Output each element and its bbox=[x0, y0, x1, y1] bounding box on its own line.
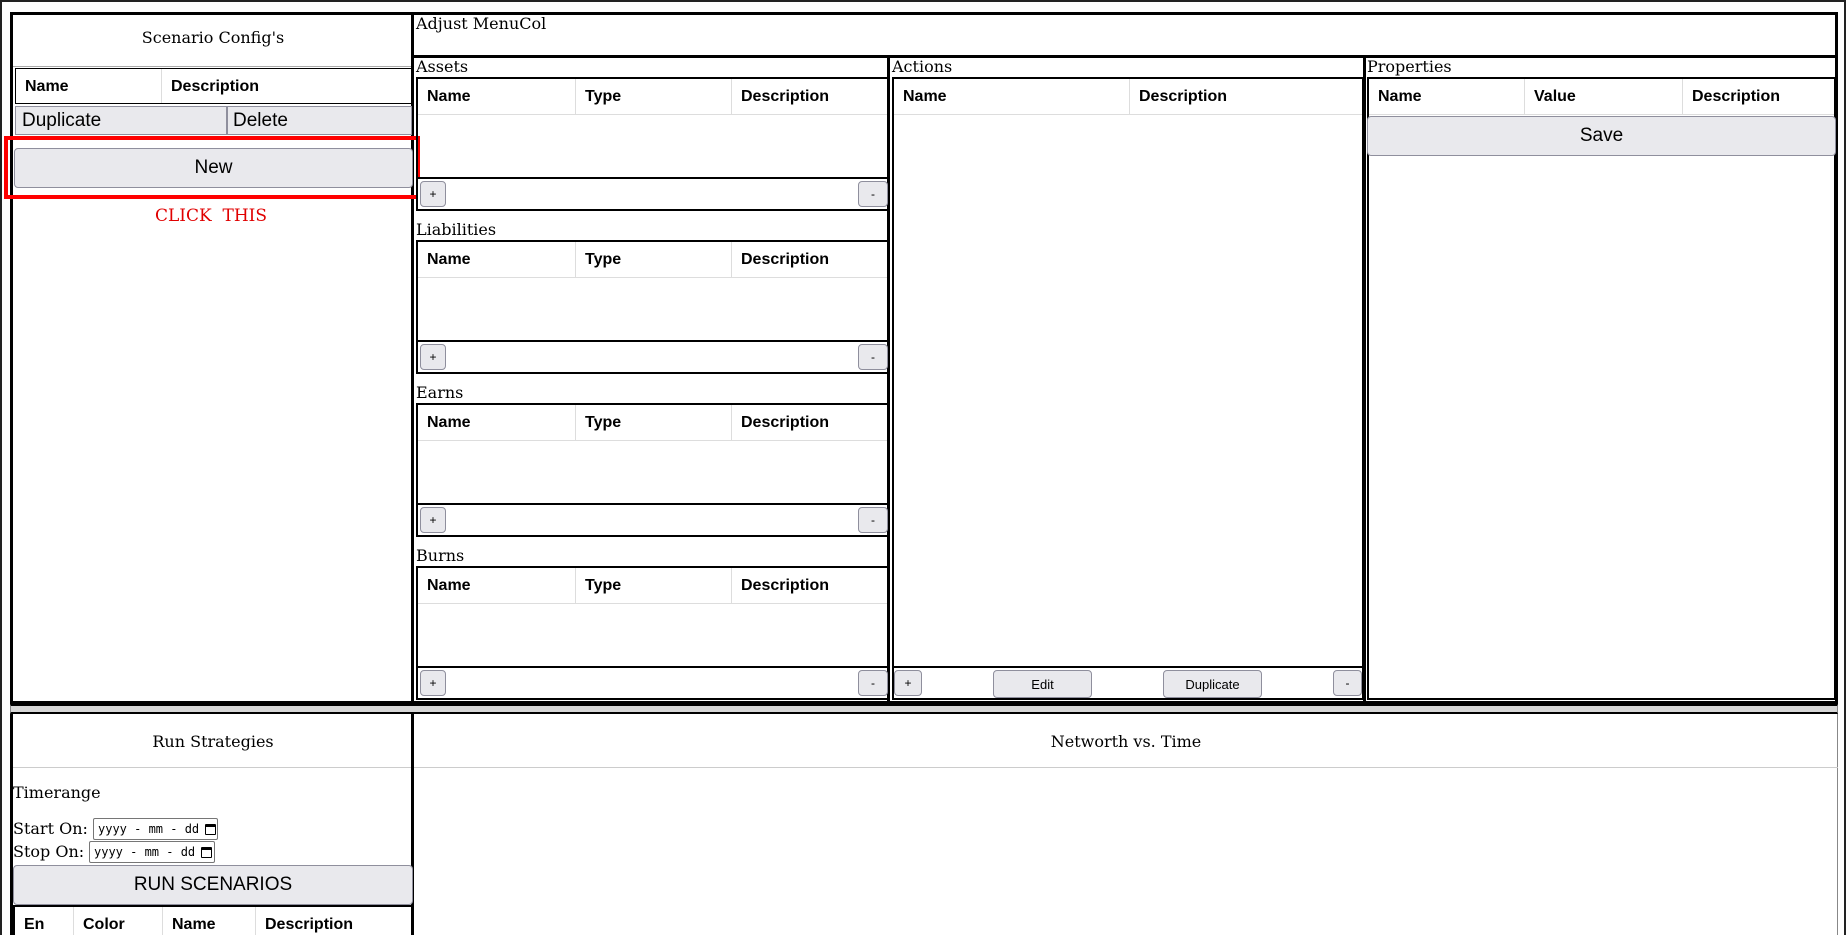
burns-table-header bbox=[418, 568, 887, 604]
col-name: Name bbox=[427, 251, 471, 268]
col-name: Name bbox=[903, 88, 947, 105]
timerange-label: Timerange bbox=[13, 783, 101, 802]
burns-remove-button[interactable]: - bbox=[858, 670, 888, 696]
stop-date-placeholder: yyyy - mm - dd bbox=[94, 845, 196, 859]
assets-remove-button[interactable]: - bbox=[858, 181, 888, 207]
col-type: Type bbox=[575, 405, 731, 440]
run-title: Run Strategies bbox=[152, 732, 274, 751]
panel-splitter[interactable] bbox=[10, 704, 1838, 714]
earns-toolbar bbox=[416, 503, 889, 537]
actions-toolbar bbox=[892, 666, 1364, 700]
actions-title: Actions bbox=[892, 57, 953, 76]
calendar-icon[interactable] bbox=[201, 847, 212, 858]
click-annotation: CLICK THIS bbox=[154, 206, 268, 226]
liabilities-add-button[interactable]: + bbox=[420, 344, 446, 370]
col-description: Description bbox=[731, 242, 887, 277]
earns-table-header bbox=[418, 405, 887, 441]
col-name: Name bbox=[427, 577, 471, 594]
col-value: Value bbox=[1524, 79, 1682, 114]
col-type: Type bbox=[575, 568, 731, 603]
properties-title: Properties bbox=[1367, 57, 1452, 76]
col-color: Color bbox=[73, 907, 162, 935]
start-date-placeholder: yyyy - mm - dd bbox=[98, 822, 200, 836]
col-name: Name bbox=[1378, 88, 1422, 105]
actions-table bbox=[892, 77, 1364, 668]
col-en: En bbox=[24, 916, 45, 933]
delete-scenario-button[interactable]: Delete bbox=[227, 106, 412, 135]
stop-date-input[interactable] bbox=[89, 841, 215, 863]
col-name: Name bbox=[427, 88, 471, 105]
calendar-icon[interactable] bbox=[205, 824, 216, 835]
earns-add-button[interactable]: + bbox=[420, 507, 446, 533]
chart-title-divider bbox=[414, 767, 1838, 768]
scenario-table-header bbox=[15, 68, 412, 104]
scenario-title: Scenario Config's bbox=[141, 28, 285, 47]
adjust-title: Adjust MenuCol bbox=[416, 14, 547, 33]
start-label: Start On: bbox=[13, 819, 88, 838]
assets-title: Assets bbox=[416, 57, 469, 76]
save-button[interactable]: Save bbox=[1367, 116, 1836, 156]
col-description: Description bbox=[731, 405, 887, 440]
col-description: Description bbox=[1682, 79, 1834, 114]
earns-remove-button[interactable]: - bbox=[858, 507, 888, 533]
liabilities-title: Liabilities bbox=[416, 220, 497, 239]
start-date-input[interactable] bbox=[93, 818, 218, 840]
actions-add-button[interactable]: + bbox=[894, 670, 922, 696]
actions-remove-button[interactable]: - bbox=[1333, 670, 1362, 696]
col-description: Description bbox=[1129, 79, 1362, 114]
run-scenarios-button[interactable]: RUN SCENARIOS bbox=[13, 865, 413, 905]
new-scenario-button[interactable]: New bbox=[14, 148, 413, 188]
properties-table bbox=[1367, 77, 1836, 700]
chart-title: Networth vs. Time bbox=[1050, 732, 1202, 751]
scenario-title-divider bbox=[13, 66, 411, 67]
actions-duplicate-button[interactable]: Duplicate bbox=[1163, 670, 1262, 698]
assets-table-header bbox=[418, 79, 887, 115]
col-type: Type bbox=[575, 79, 731, 114]
col-description: Description bbox=[161, 69, 411, 103]
col-name: Name bbox=[427, 414, 471, 431]
col-type: Type bbox=[575, 242, 731, 277]
run-title-divider bbox=[13, 767, 411, 768]
col-description: Description bbox=[731, 79, 887, 114]
liabilities-remove-button[interactable]: - bbox=[858, 344, 888, 370]
burns-title: Burns bbox=[416, 546, 465, 565]
burns-add-button[interactable]: + bbox=[420, 670, 446, 696]
col-name: Name bbox=[162, 907, 255, 935]
earns-title: Earns bbox=[416, 383, 464, 402]
duplicate-scenario-button[interactable]: Duplicate bbox=[15, 106, 227, 135]
stop-label: Stop On: bbox=[13, 842, 85, 861]
properties-table-header bbox=[1369, 79, 1834, 115]
strategies-table-header bbox=[13, 905, 413, 935]
actions-edit-button[interactable]: Edit bbox=[993, 670, 1092, 698]
col-description: Description bbox=[731, 568, 887, 603]
burns-toolbar bbox=[416, 666, 889, 700]
liabilities-toolbar bbox=[416, 340, 889, 374]
liabilities-table-header bbox=[418, 242, 887, 278]
actions-table-header bbox=[894, 79, 1362, 115]
col-name: Name bbox=[25, 78, 69, 95]
highlight-box bbox=[4, 136, 420, 199]
col-description: Description bbox=[255, 907, 411, 935]
assets-add-button[interactable]: + bbox=[420, 181, 446, 207]
assets-toolbar bbox=[416, 177, 889, 211]
